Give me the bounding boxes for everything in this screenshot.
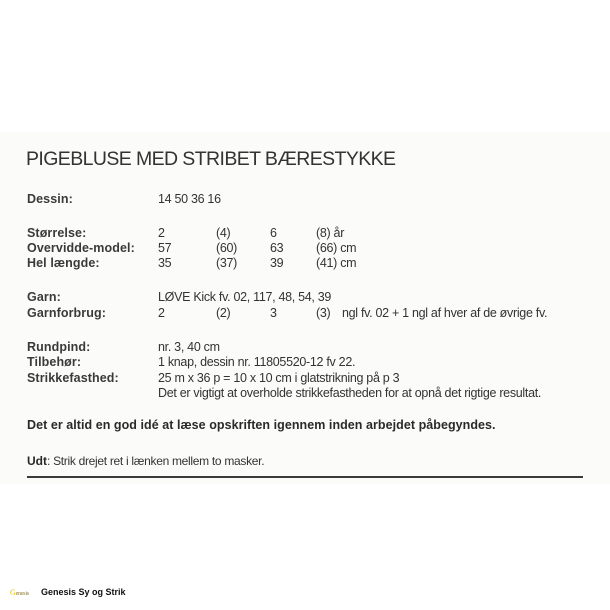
- dessin-label: Dessin:: [27, 192, 73, 206]
- pattern-title: PIGEBLUSE MED STRIBET BÆRESTYKKE: [26, 148, 396, 170]
- length-label: Hel længde:: [27, 256, 100, 270]
- needle-label: Rundpind:: [27, 340, 91, 354]
- gauge-value: 25 m x 36 p = 10 x 10 cm i glatstrikning på p 3: [158, 371, 400, 385]
- yarn-usage-value: (3): [316, 306, 331, 320]
- length-value: 35: [158, 256, 172, 270]
- gauge-note: Det er vigtigt at overholde strikkefastheden for at opnå det rigtige resultat.: [158, 386, 542, 400]
- brand-name: Genesis Sy og Strik: [41, 587, 126, 597]
- length-value: (41) cm: [316, 256, 357, 270]
- chest-value: 57: [158, 241, 172, 255]
- yarn-usage-note: ngl fv. 02 + 1 ngl af hver af de øvrige fv.: [342, 306, 548, 320]
- chest-value: 63: [270, 241, 284, 255]
- udt-text: : Strik drejet ret i lænken mellem to masker.: [47, 454, 265, 468]
- size-value: 2: [158, 226, 165, 240]
- read-first-notice: Det er altid en god idé at læse opskriften igennem inden arbejdet påbegyndes.: [27, 418, 496, 432]
- chest-row: [0, 241, 610, 257]
- yarn-usage-value: (2): [216, 306, 231, 320]
- size-label: Størrelse:: [27, 226, 87, 240]
- needle-row: [0, 340, 610, 356]
- length-value: (37): [216, 256, 238, 270]
- genesis-logo-icon: Genesis: [10, 587, 30, 597]
- length-value: 39: [270, 256, 284, 270]
- accessories-label: Tilbehør:: [27, 355, 82, 369]
- chest-value: (66) cm: [316, 241, 357, 255]
- footer: [10, 585, 126, 599]
- udt-label: Udt: [27, 454, 47, 468]
- yarn-usage-row: [0, 306, 610, 322]
- accessories-value: 1 knap, dessin nr. 11805520-12 fv 22.: [158, 355, 356, 369]
- length-row: [0, 256, 610, 272]
- yarn-value: LØVE Kick fv. 02, 117, 48, 54, 39: [158, 290, 332, 304]
- yarn-label: Garn:: [27, 290, 61, 304]
- gauge-label: Strikkefasthed:: [27, 371, 119, 385]
- size-value: (8) år: [316, 226, 345, 240]
- dessin-value: 14 50 36 16: [158, 192, 221, 206]
- yarn-usage-label: Garnforbrug:: [27, 306, 106, 320]
- gauge-note-row: [0, 386, 610, 402]
- yarn-usage-value: 2: [158, 306, 165, 320]
- gauge-row: [0, 371, 610, 387]
- size-value: 6: [270, 226, 277, 240]
- chest-value: (60): [216, 241, 238, 255]
- dessin-row: [0, 192, 610, 208]
- yarn-row: [0, 290, 610, 306]
- increase-instruction: [27, 454, 264, 468]
- needle-value: nr. 3, 40 cm: [158, 340, 220, 354]
- size-value: (4): [216, 226, 231, 240]
- yarn-usage-value: 3: [270, 306, 277, 320]
- divider-rule: [27, 476, 583, 478]
- chest-label: Overvidde-model:: [27, 241, 135, 255]
- accessories-row: [0, 355, 610, 371]
- size-row: [0, 226, 610, 242]
